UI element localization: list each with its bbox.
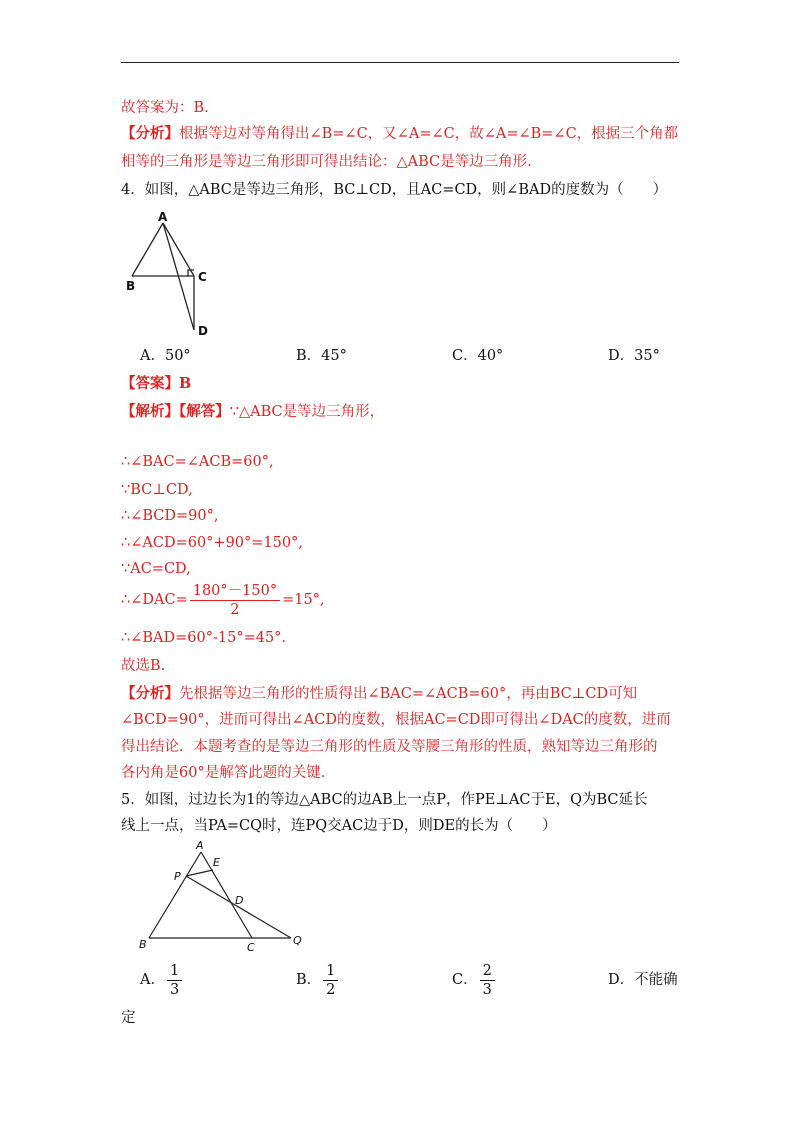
q4-solution-tag: 【解析】【解答】 — [121, 403, 230, 420]
q4-solution-first: ∵△ABC是等边三角形， — [229, 404, 385, 420]
q4-analysis-line-2: ∠BCD=90°，进而可得出∠ACD的度数，根据AC=CD即可得出∠DAC的度数，进而 — [121, 712, 671, 728]
q5-option-d-wrap: 定 — [121, 1010, 136, 1026]
q4-dac-suffix: =15°, — [282, 592, 325, 608]
q5-label-q: Q — [293, 934, 302, 947]
q5-option-b-fraction — [323, 962, 338, 999]
q5-option-c-fraction — [480, 962, 495, 999]
q4-label-d: D — [198, 324, 208, 338]
q5-label-d: D — [235, 894, 244, 907]
q4-option-d[interactable]: D．35° — [608, 348, 660, 364]
q4-solution-header — [121, 402, 384, 422]
q5-option-c[interactable] — [452, 960, 497, 1000]
q4-analysis-line-1 — [121, 684, 637, 704]
q5-stem-line-1: 5．如图，过边长为1的等边△ABC的边AB上一点P，作PE⊥AC于E，Q为BC延长 — [121, 792, 648, 808]
q5-label-a: A — [196, 839, 204, 852]
q4-analysis-line-3: 得出结论．本题考查的是等边三角形的性质及等腰三角形的性质，熟知等边三角形的 — [121, 739, 658, 755]
q4-step-2: ∵BC⊥CD, — [121, 482, 193, 498]
q5-stem-line-2: 线上一点，当PA=CQ时，连PQ交AC边于D，则DE的长为（ ） — [121, 818, 557, 834]
q4-option-b[interactable]: B．45° — [296, 348, 347, 364]
q4-analysis-line-4: 各内角是60°是解答此题的关键. — [121, 765, 326, 781]
q4-figure — [121, 208, 221, 344]
q5-option-c-prefix: C． — [452, 972, 478, 988]
q5-option-a-prefix: A． — [140, 972, 165, 988]
q5-option-a[interactable] — [140, 960, 184, 1000]
q5-segment-ac — [201, 852, 252, 938]
q4-step-1: ∴∠BAC=∠ACB=60°, — [121, 454, 274, 470]
header-rule — [121, 62, 679, 63]
prev-analysis-line-1 — [121, 124, 678, 144]
q4-dac-numerator: 180°－150° — [190, 582, 280, 601]
q5-label-e: E — [213, 856, 220, 869]
q5-segment-ab — [149, 852, 201, 938]
q5-option-b-denominator: 2 — [326, 981, 336, 998]
q4-step-5: ∵AC=CD, — [121, 561, 191, 577]
q4-analysis-tag: 【分析】 — [121, 685, 179, 702]
q5-option-a-denominator: 3 — [169, 981, 180, 998]
q5-option-b-numerator: 1 — [323, 962, 338, 981]
q5-label-b: B — [139, 938, 147, 951]
q4-step-3: ∴∠BCD=90°, — [121, 508, 219, 524]
q4-label-b: B — [126, 279, 136, 293]
q4-option-c[interactable]: C．40° — [452, 348, 504, 364]
q4-label-c: C — [198, 270, 207, 284]
q5-label-c: C — [247, 941, 255, 954]
q4-dac-fraction — [190, 582, 280, 619]
prev-analysis-text-1: 根据等边对等角得出∠B=∠C，又∠A=∠C，故∠A=∠B=∠C，根据三个角都 — [179, 126, 679, 142]
q4-bad-step: ∴∠BAD=60°-15°=45°. — [121, 630, 287, 646]
q4-segment-ac — [163, 223, 194, 276]
q4-dac-denominator: 2 — [230, 601, 240, 618]
q4-analysis-text-1: 先根据等边三角形的性质得出∠BAC=∠ACB=60°，再由BC⊥CD可知 — [179, 686, 638, 702]
q5-option-d[interactable] — [608, 960, 678, 1000]
q4-label-a: A — [158, 210, 168, 224]
q4-stem: 4．如图，△ABC是等边三角形，BC⊥CD，且AC=CD，则∠BAD的度数为（ ） — [121, 182, 668, 198]
prev-answer-line: 故答案为：B. — [121, 100, 209, 116]
q5-option-d-text: 不能确 — [634, 972, 678, 988]
q4-step-4: ∴∠ACD=60°+90°=150°, — [121, 535, 303, 551]
q5-option-b[interactable] — [296, 960, 340, 1000]
q4-segment-ab — [132, 223, 163, 276]
prev-analysis-line-2: 相等的三角形是等边三角形即可得出结论：△ABC是等边三角形. — [121, 154, 532, 170]
q4-option-a[interactable]: A．50° — [140, 348, 191, 364]
q5-option-b-prefix: B． — [296, 972, 322, 988]
q5-label-p: P — [174, 870, 181, 883]
q4-answer: 【答案】B — [121, 375, 192, 392]
q5-option-c-denominator: 3 — [482, 981, 492, 998]
q5-option-a-numerator: 1 — [167, 962, 182, 981]
q4-dac-prefix: ∴∠DAC= — [121, 592, 188, 608]
prev-analysis-tag: 【分析】 — [121, 125, 179, 142]
q4-conclusion: 故选B. — [121, 658, 166, 674]
q4-dac-step — [121, 580, 325, 620]
q5-segment-pq — [186, 876, 291, 938]
q5-figure — [134, 838, 314, 958]
q5-option-a-fraction — [167, 962, 182, 999]
q5-option-d-prefix: D． — [608, 972, 635, 988]
q5-option-c-numerator: 2 — [480, 962, 495, 981]
